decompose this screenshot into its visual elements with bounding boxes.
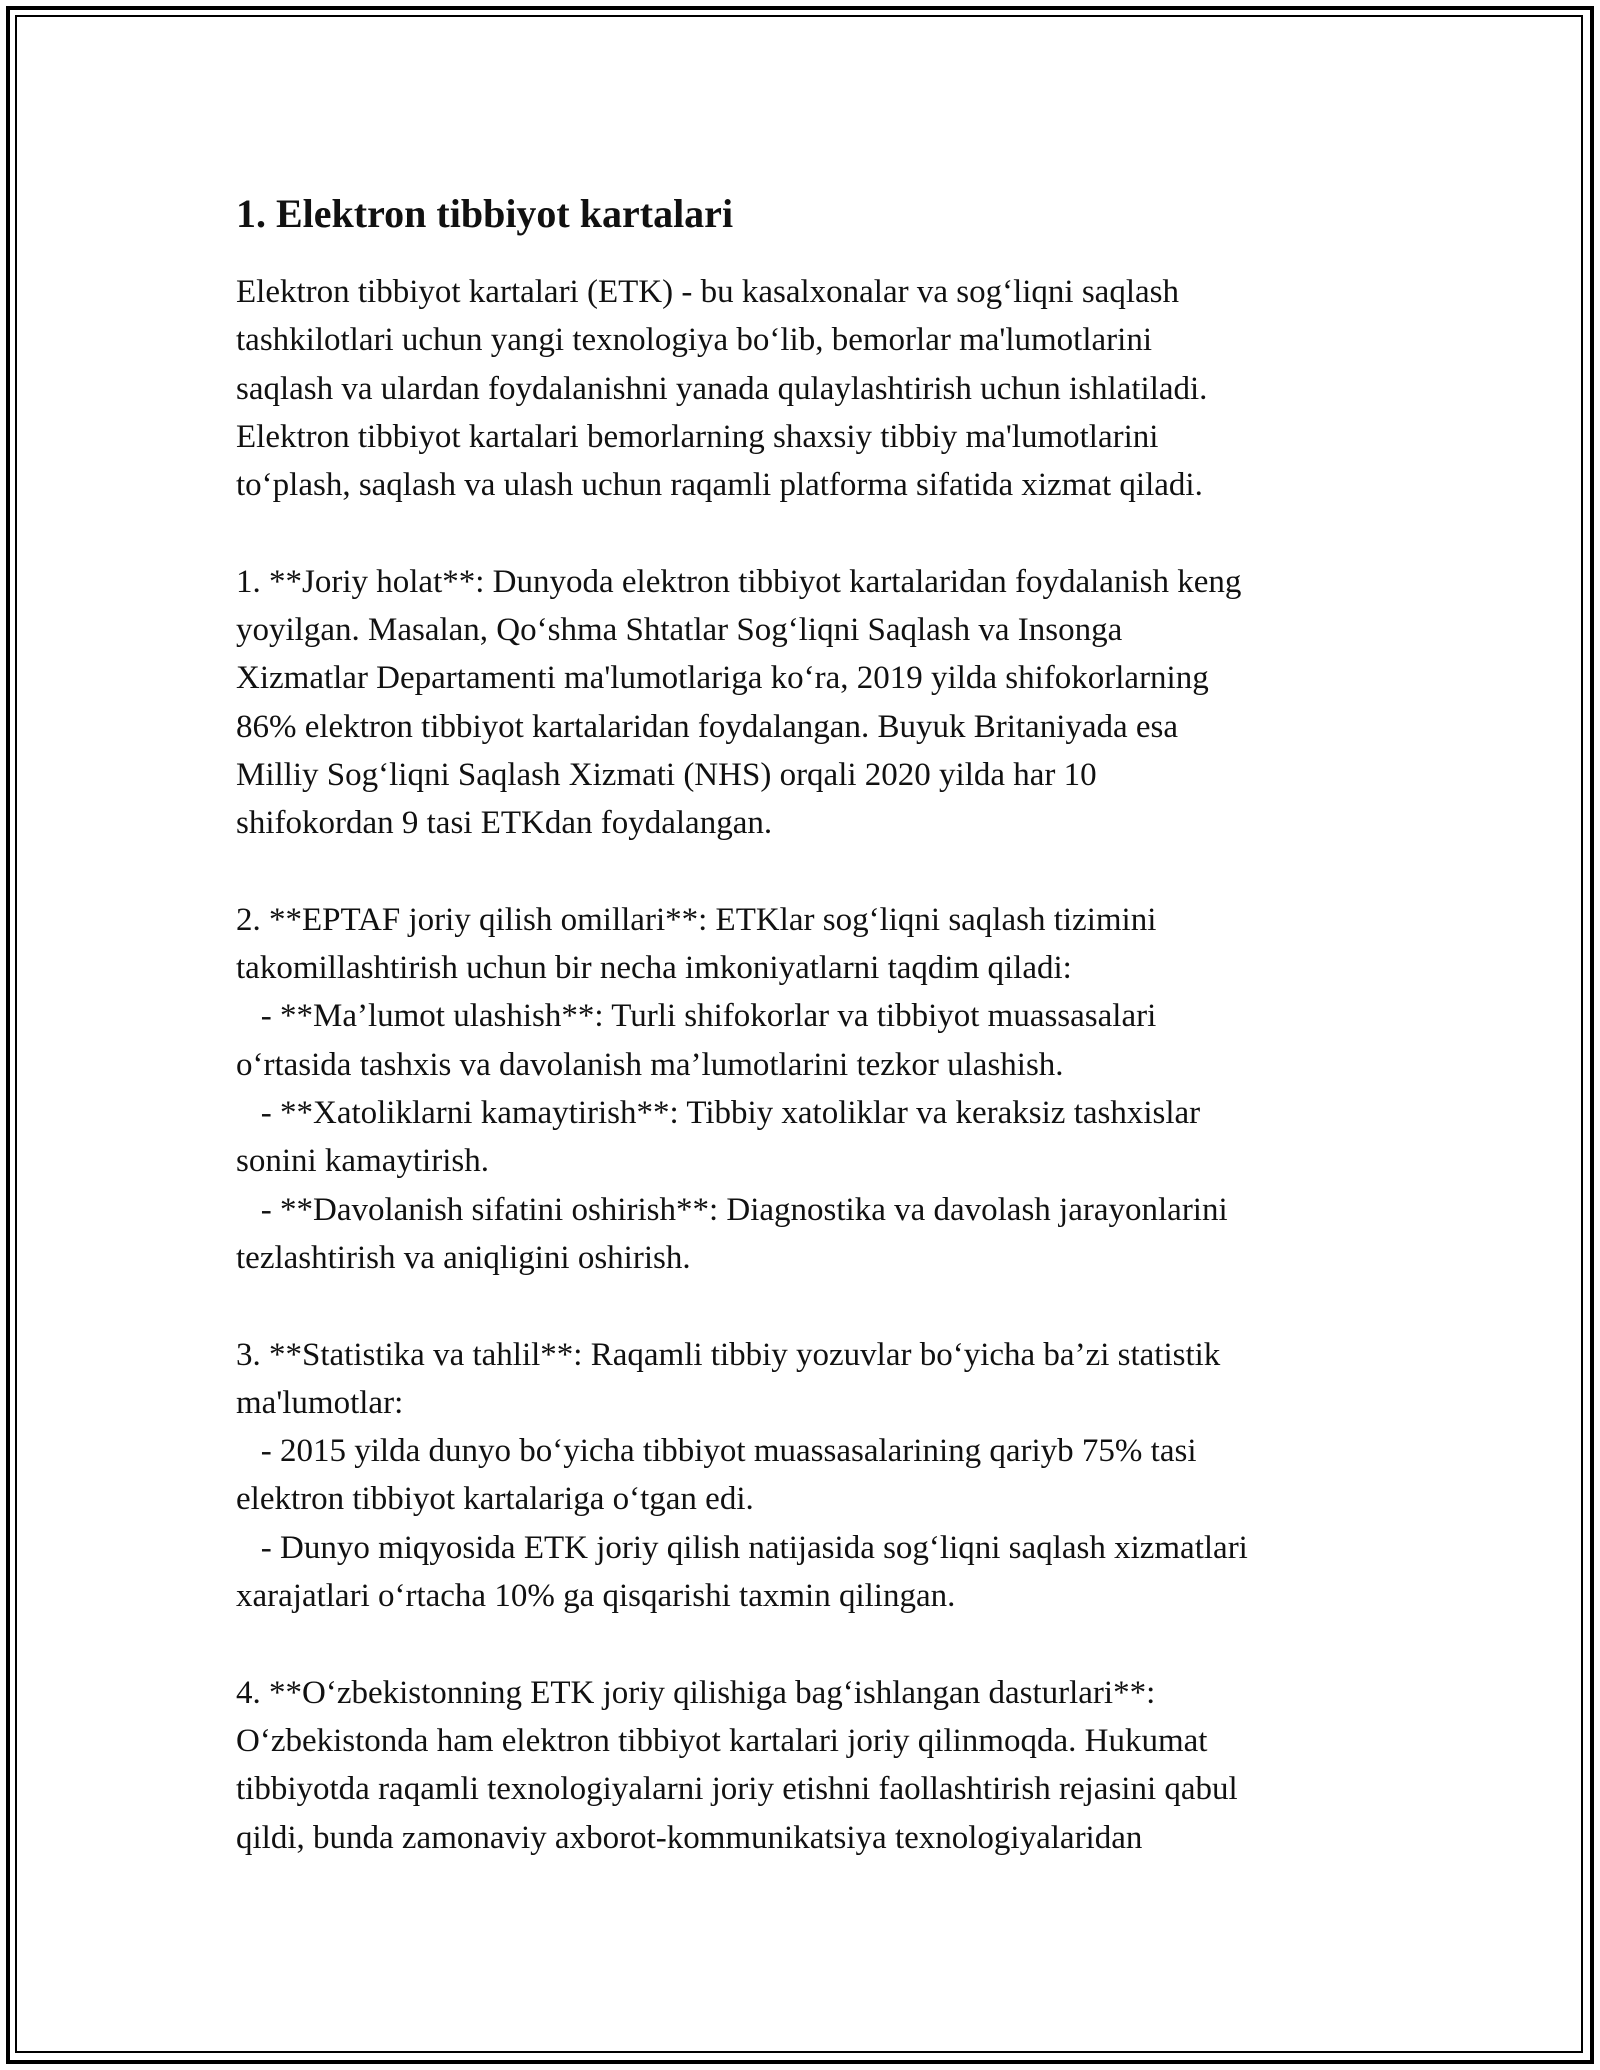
text-line: tezlashtirish va aniqligini oshirish. [236, 1239, 691, 1276]
text-line: - **Ma’lumot ulashish**: Turli shifokorlar va tibbiyot muassasalari [236, 998, 1157, 1035]
text-line: to‘plash, saqlash va ulash uchun raqamli platforma sifatida xizmat qiladi. [236, 467, 1203, 504]
text-line: saqlash va ulardan foydalanishni yanada qulaylashtirish uchun ishlatiladi. [236, 370, 1208, 407]
text-line: tashkilotlari uchun yangi texnologiya bo‘lib, bemorlar ma'lumotlarini [236, 322, 1152, 359]
blank-line [236, 1620, 1376, 1668]
document-heading: 1. Elektron tibbiyot kartalari [236, 191, 734, 236]
text-line: tibbiyotda raqamli texnologiyalarni joriy etishni faollashtirish rejasini qabul [236, 1771, 1238, 1808]
text-line: 2. **EPTAF joriy qilish omillari**: ETKlar sog‘liqni saqlash tizimini [236, 901, 1157, 938]
text-line: 3. **Statistika va tahlil**: Raqamli tibbiy yozuvlar bo‘yicha ba’zi statistik [236, 1336, 1221, 1373]
text-line: 4. **O‘zbekistonning ETK joriy qilishiga bag‘ishlangan dasturlari**: [236, 1674, 1156, 1711]
document-text [236, 268, 1376, 1862]
blank-line [236, 509, 1376, 557]
text-line: - Dunyo miqyosida ETK joriy qilish natijasida sog‘liqni saqlash xizmatlari [236, 1529, 1248, 1566]
text-line: shifokordan 9 tasi ETKdan foydalangan. [236, 805, 773, 842]
text-line: O‘zbekistonda ham elektron tibbiyot kartalari joriy qilinmoqda. Hukumat [236, 1722, 1208, 1759]
text-line: elektron tibbiyot kartalariga o‘tgan edi. [236, 1481, 754, 1518]
blank-line [236, 1282, 1376, 1330]
text-line: xarajatlari o‘rtacha 10% ga qisqarishi taxmin qilingan. [236, 1578, 956, 1615]
text-line: o‘rtasida tashxis va davolanish ma’lumotlarini tezkor ulashish. [236, 1046, 1064, 1083]
text-line: sonini kamaytirish. [236, 1143, 489, 1180]
text-line: 1. **Joriy holat**: Dunyoda elektron tibbiyot kartalaridan foydalanish keng [236, 563, 1242, 600]
text-line: takomillashtirish uchun bir necha imkoniyatlarni taqdim qiladi: [236, 950, 1072, 987]
text-line: - **Xatoliklarni kamaytirish**: Tibbiy xatoliklar va keraksiz tashxislar [236, 1095, 1201, 1132]
text-line: Xizmatlar Departamenti ma'lumotlariga ko‘ra, 2019 yilda shifokorlarning [236, 660, 1209, 697]
text-line: Milliy Sog‘liqni Saqlash Xizmati (NHS) orqali 2020 yilda har 10 [236, 756, 1097, 793]
blank-line [236, 848, 1376, 896]
text-line: ma'lumotlar: [236, 1384, 404, 1421]
text-line: yoyilgan. Masalan, Qo‘shma Shtatlar Sog‘liqni Saqlash va Insonga [236, 612, 1123, 649]
text-line: Elektron tibbiyot kartalari bemorlarning shaxsiy tibbiy ma'lumotlarini [236, 418, 1159, 455]
text-line: - 2015 yilda dunyo bo‘yicha tibbiyot muassasalarining qariyb 75% tasi [236, 1433, 1197, 1470]
text-line: Elektron tibbiyot kartalari (ETK) - bu kasalxonalar va sog‘liqni saqlash [236, 274, 1179, 310]
document-body [236, 188, 1376, 1862]
text-line: 86% elektron tibbiyot kartalaridan foydalangan. Buyuk Britaniyada esa [236, 708, 1179, 745]
text-line: - **Davolanish sifatini oshirish**: Diagnostika va davolash jarayonlarini [236, 1191, 1228, 1228]
text-line: qildi, bunda zamonaviy axborot-kommunikatsiya texnologiyalaridan [236, 1819, 1143, 1856]
